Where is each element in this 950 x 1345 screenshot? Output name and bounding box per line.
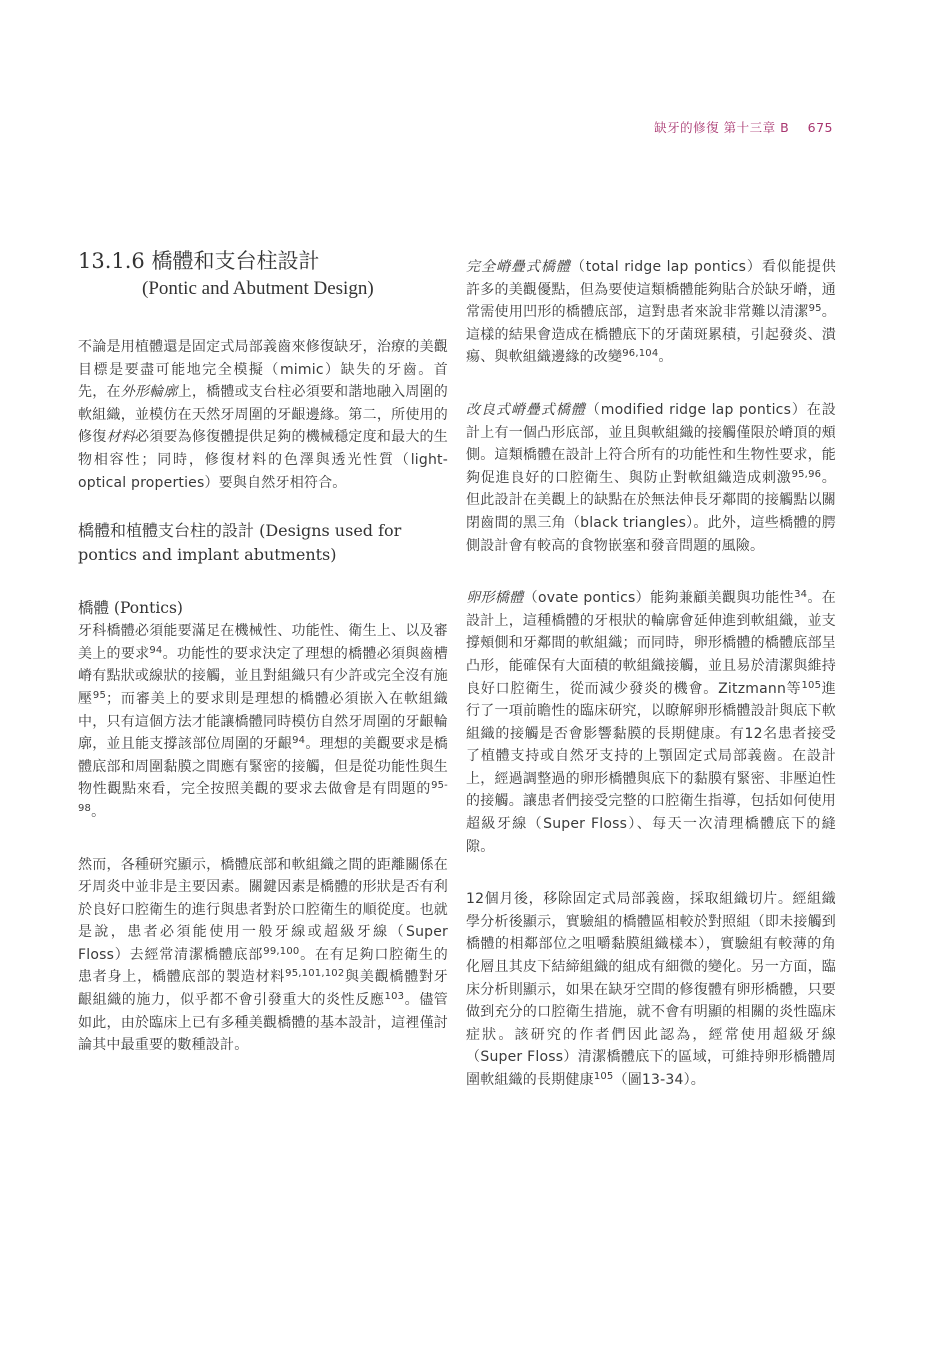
section-title-en: (Pontic and Abutment Design) bbox=[142, 278, 374, 299]
pontics-heading: 橋體 (Pontics) bbox=[78, 599, 183, 618]
left-column bbox=[78, 248, 448, 1057]
subheading-designs: 橋體和植體支台柱的設計 (Designs used for pontics and implant abutments) bbox=[78, 521, 402, 565]
full-ridge-lap-paragraph: 完全嵴疊式橋體（total ridge lap pontics）看似能提供許多的美觀優點，但為要使這類橋體能夠貼合於缺牙嵴，通常需使用凹形的橋體底部，這對患者來說非常難以清潔$^{95}$。這樣的結果會造成在橋體底下的牙菌斑累積，引起發炎、潰瘍、與軟組織邊緣的改變$^{96,104}$。 bbox=[466, 259, 836, 366]
running-header bbox=[654, 118, 833, 136]
modified-ridge-lap-paragraph: 改良式嵴疊式橋體（modified ridge lap pontics）在設計上有一個凸形底部，並且與軟組織的接觸僅限於嵴頂的頰側。這類橋體在設計上符合所有的功能性和生物性要求，能夠促進良好的口腔衛生、與防止對軟組織造成刺激$^{95,96}$。但此設計在美觀上的缺點在於無法伸長牙鄰間的接觸點以關閉齒間的黑三角（black triangles）。此外，這些橋體的腭側設計會有較高的食物嵌塞和發音問題的風險。 bbox=[466, 401, 837, 554]
pontics-paragraph: 牙科橋體必須能要滿足在機械性、功能性、衛生上、以及審美上的要求$^{94}$。功能性的要求決定了理想的橋體必須與齒槽嵴有點狀或線狀的接觸，並且對組織只有少許或完全沒有施壓$^{95}$；而審美上的要求則是理想的橋體必須嵌入在軟組織中，只有這個方法才能讓橋體同時模仿自然牙周圍的牙齦輪廓，並且能支撐該部位周圍的牙齦$^{94}$。理想的美觀要求是橋體底部和周圍黏膜之間應有緊密的接觸，但是從功能性與生物性觀點來看，完全按照美觀的要求去做會是有問題的$^{95-98}$。 bbox=[78, 623, 448, 820]
section-title bbox=[78, 248, 448, 302]
page-number: 675 bbox=[807, 120, 833, 135]
intro-paragraph: 不論是用植體還是固定式局部義齒來修復缺牙，治療的美觀目標是要盡可能地完全模擬（mimic）缺失的牙齒。首先，在外形輪廓上，橋體或支台柱必須要和諧地融入周圍的軟組織，並模仿在天然牙周圍的牙齦邊緣。第二，所使用的修復材料必須要為修復體提供足夠的機械穩定度和最大的生物相容性；同時，修復材料的色澤與透光性質（light-optical properties）要與自然牙相符合。 bbox=[78, 339, 448, 491]
followup-paragraph: 12個月後，移除固定式局部義齒，採取組織切片。經組織學分析後顯示，實驗組的橋體區相較於對照組（即未接觸到橋體的相鄰部位之咀嚼黏膜組織樣本），實驗組有較薄的角化層且其皮下結締組織的組成有細微的變化。另一方面，臨床分析則顯示，如果在缺牙空間的修復體有卵形橋體，只要做到充分的口腔衛生措施，就不會有明顯的相關的炎性臨床症狀。該研究的作者們因此認為，經常使用超級牙線（Super Floss）清潔橋體底下的區域，可維持卵形橋體周圍軟組織的長期健康$^{105}$（圖13-34）。 bbox=[466, 891, 836, 1088]
research-paragraph: 然而，各種研究顯示，橋體底部和軟組織之間的距離關係在牙周炎中並非是主要因素。關鍵因素是橋體的形狀是否有利於良好口腔衛生的進行與患者對於口腔衛生的順從度。也就是說，患者必須能使用一般牙線或超級牙線（Super Floss）去經常清潔橋體底部$^{99,100}$。在有足夠口腔衛生的患者身上，橋體底部的製造材料$^{95,101,102}$與美觀橋體對牙齦組織的施力，似乎都不會引發重大的炎性反應$^{103}$。儘管如此，由於臨床上已有多種美觀橋體的基本設計，這裡僅討論其中最重要的數種設計。 bbox=[78, 856, 448, 1054]
section-title-zh: 13.1.6 橋體和支台柱設計 bbox=[78, 249, 320, 273]
running-header-title: 缺牙的修復 第十三章 B bbox=[654, 120, 790, 135]
ovate-pontic-paragraph: 卵形橋體（ovate pontics）能夠兼顧美觀與功能性$^{34}$。在設計上，這種橋體的牙根狀的輪廓會延伸進到軟組織，並支撐頰側和牙鄰間的軟組織；而同時，卵形橋體的橋體底部呈凸形，能確保有大面積的軟組織接觸，並且易於清潔與維持良好口腔衛生，從而減少發炎的機會。Zitzmann等$^{105}$進行了一項前瞻性的臨床研究，以瞭解卵形橋體設計與底下軟組織的接觸是否會影響黏膜的長期健康。有12名患者接受了植體支持或自然牙支持的上顎固定式局部義齒。在設計上，經過調整過的卵形橋體與底下的黏膜有緊密、非壓迫性的接觸。讓患者們接受完整的口腔衛生指導，包括如何使用超級牙線（Super Floss）、每天一次清理橋體底下的縫隙。 bbox=[466, 589, 837, 855]
right-column bbox=[466, 256, 836, 1092]
